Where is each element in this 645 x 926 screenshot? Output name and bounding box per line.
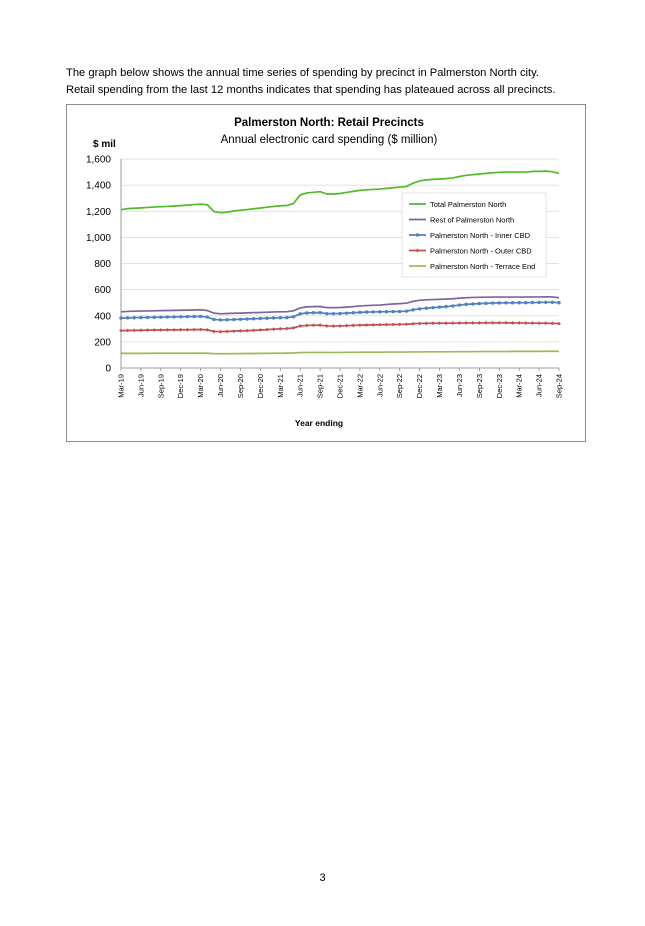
page-number: 3 (319, 872, 326, 884)
data-point (126, 316, 129, 319)
x-tick-label: Sep-22 (395, 374, 405, 399)
x-tick-label: Sep-24 (554, 374, 564, 399)
x-tick-label: Dec-20 (255, 374, 265, 399)
data-point (411, 308, 414, 311)
data-point (418, 322, 422, 326)
y-tick-label: 600 (94, 285, 111, 297)
data-point (371, 323, 375, 327)
x-tick-label: Jun-19 (136, 374, 146, 397)
data-point (146, 328, 150, 332)
data-point (292, 326, 296, 330)
data-point (438, 305, 441, 308)
data-point (312, 323, 316, 327)
data-point (252, 317, 255, 320)
data-point (544, 321, 548, 325)
data-point (332, 312, 335, 315)
data-point (458, 303, 461, 306)
data-point (305, 311, 308, 314)
data-point (404, 322, 408, 326)
data-point (477, 321, 481, 325)
data-point (186, 315, 189, 318)
data-point (517, 321, 521, 325)
data-point (298, 324, 302, 328)
data-point (365, 310, 368, 313)
series-line (121, 351, 559, 353)
data-point (551, 301, 554, 304)
data-point (152, 328, 156, 332)
legend (402, 193, 546, 277)
y-tick-label: 1,000 (85, 232, 111, 244)
x-tick-label: Sep-21 (315, 374, 325, 399)
data-point (285, 316, 288, 319)
data-point (166, 328, 170, 332)
data-point (491, 321, 495, 325)
data-point (325, 324, 329, 328)
data-point (219, 318, 222, 321)
data-point (371, 310, 374, 313)
data-point (285, 327, 289, 331)
x-tick-label: Dec-22 (415, 374, 425, 399)
data-point (517, 301, 520, 304)
legend-marker (416, 233, 420, 237)
chart-container (66, 104, 586, 442)
data-point (557, 322, 561, 326)
data-point (245, 329, 249, 333)
y-tick-label: 200 (94, 337, 111, 349)
data-point (225, 318, 228, 321)
data-point (544, 301, 547, 304)
data-point (398, 310, 401, 313)
data-point (398, 322, 402, 326)
x-tick-label: Dec-23 (494, 374, 504, 399)
data-point (351, 324, 355, 328)
data-point (152, 316, 155, 319)
data-point (132, 328, 136, 332)
data-point (524, 301, 527, 304)
data-point (531, 321, 535, 325)
data-point (219, 330, 223, 334)
data-point (464, 303, 467, 306)
data-point (172, 328, 176, 332)
data-point (378, 323, 382, 327)
data-point (239, 329, 243, 333)
data-point (345, 324, 349, 328)
data-point (199, 328, 203, 332)
x-tick-label: Jun-23 (454, 374, 464, 397)
data-point (458, 321, 462, 325)
data-point (239, 318, 242, 321)
data-point (312, 311, 315, 314)
data-point (232, 318, 235, 321)
data-point (278, 327, 282, 331)
chart-title: Palmerston North: Retail Precincts (234, 117, 424, 129)
data-point (358, 311, 361, 314)
chart-subtitle: Annual electronic card spending ($ million) (220, 134, 438, 146)
x-tick-label: Sep-20 (235, 374, 245, 399)
data-point (444, 305, 447, 308)
data-point (225, 330, 229, 334)
data-point (504, 301, 507, 304)
data-point (126, 329, 130, 333)
line-chart (67, 105, 585, 441)
data-point (478, 302, 481, 305)
data-point (438, 321, 442, 325)
data-point (385, 310, 388, 313)
y-tick-label: 0 (105, 363, 111, 375)
data-point (146, 316, 149, 319)
x-tick-label: Mar-20 (196, 374, 206, 398)
data-point (139, 316, 142, 319)
y-tick-label: 800 (94, 259, 111, 270)
intro-paragraph (66, 65, 586, 99)
x-tick-label: Mar-23 (435, 374, 445, 398)
data-point (358, 323, 362, 327)
data-point (272, 316, 275, 319)
x-tick-label: Dec-21 (335, 374, 345, 399)
data-point (451, 321, 455, 325)
data-point (464, 321, 468, 325)
data-point (338, 324, 342, 328)
x-tick-label: Mar-21 (275, 374, 285, 398)
data-point (139, 328, 143, 332)
legend-label: Total Palmerston North (430, 199, 507, 209)
data-point (444, 321, 448, 325)
data-point (385, 323, 389, 327)
data-point (325, 312, 328, 315)
legend-label: Palmerston North - Terrace End (430, 261, 536, 271)
data-point (557, 301, 560, 304)
x-tick-label: Sep-19 (156, 374, 166, 399)
x-tick-label: Jun-21 (295, 374, 305, 397)
data-point (318, 323, 322, 327)
legend-label: Rest of Palmerston North (430, 215, 515, 225)
data-point (352, 311, 355, 314)
data-point (425, 306, 428, 309)
x-tick-label: Dec-19 (176, 374, 186, 399)
data-point (185, 328, 189, 332)
data-point (497, 321, 501, 325)
data-point (471, 321, 475, 325)
data-point (192, 328, 196, 332)
data-point (411, 322, 415, 326)
data-point (199, 315, 202, 318)
data-point (391, 310, 394, 313)
data-point (451, 304, 454, 307)
y-tick-label: 400 (94, 311, 111, 323)
y-tick-label: 1,200 (85, 206, 111, 218)
data-point (537, 321, 541, 325)
data-point (292, 315, 295, 318)
data-point (537, 301, 540, 304)
data-point (192, 315, 195, 318)
data-point (279, 316, 282, 319)
y-tick-label: 1,400 (85, 180, 111, 192)
x-tick-label: Jun-20 (216, 374, 226, 397)
data-point (318, 311, 321, 314)
data-point (265, 328, 269, 332)
x-tick-label: Mar-19 (116, 374, 126, 398)
data-point (424, 321, 428, 325)
legend-label: Palmerston North - Inner CBD (430, 230, 531, 240)
data-point (179, 315, 182, 318)
x-tick-label: Mar-24 (514, 374, 524, 398)
x-tick-label: Jun-24 (534, 374, 544, 397)
data-point (471, 302, 474, 305)
data-point (511, 321, 515, 325)
y-axis-unit: $ mil (93, 139, 116, 150)
data-point (245, 317, 248, 320)
data-point (378, 310, 381, 313)
data-point (498, 301, 501, 304)
data-point (511, 301, 514, 304)
data-point (172, 315, 175, 318)
data-point (391, 323, 395, 327)
data-point (252, 328, 256, 332)
data-point (531, 301, 534, 304)
data-point (550, 321, 554, 325)
data-point (272, 327, 276, 331)
data-point (484, 321, 488, 325)
data-point (431, 306, 434, 309)
legend-label: Palmerston North - Outer CBD (430, 246, 532, 256)
x-tick-label: Sep-23 (474, 374, 484, 399)
data-point (206, 315, 209, 318)
data-point (265, 317, 268, 320)
data-point (133, 316, 136, 319)
data-point (205, 328, 209, 332)
data-point (305, 324, 309, 328)
data-point (431, 321, 435, 325)
x-tick-label: Jun-22 (375, 374, 385, 397)
data-point (159, 328, 163, 332)
intro-line-2: Retail spending from the last 12 months indicates that spending has plateaued across all precincts. (66, 84, 556, 96)
data-point (298, 312, 301, 315)
data-point (258, 328, 262, 332)
data-point (345, 311, 348, 314)
data-point (331, 324, 335, 328)
data-point (166, 315, 169, 318)
data-point (212, 330, 216, 334)
data-point (338, 312, 341, 315)
data-point (418, 307, 421, 310)
data-point (232, 329, 236, 333)
data-point (259, 317, 262, 320)
data-point (212, 318, 215, 321)
data-point (524, 321, 528, 325)
series-line (121, 297, 559, 314)
data-point (484, 302, 487, 305)
data-point (405, 309, 408, 312)
x-axis-title: Year ending (294, 418, 344, 428)
data-point (179, 328, 183, 332)
x-tick-label: Mar-22 (355, 374, 365, 398)
data-point (504, 321, 508, 325)
intro-line-1: The graph below shows the annual time series of spending by precinct in Palmerston North city. (66, 67, 540, 79)
data-point (159, 315, 162, 318)
data-point (491, 301, 494, 304)
data-point (365, 323, 369, 327)
y-tick-label: 1,600 (85, 154, 111, 166)
